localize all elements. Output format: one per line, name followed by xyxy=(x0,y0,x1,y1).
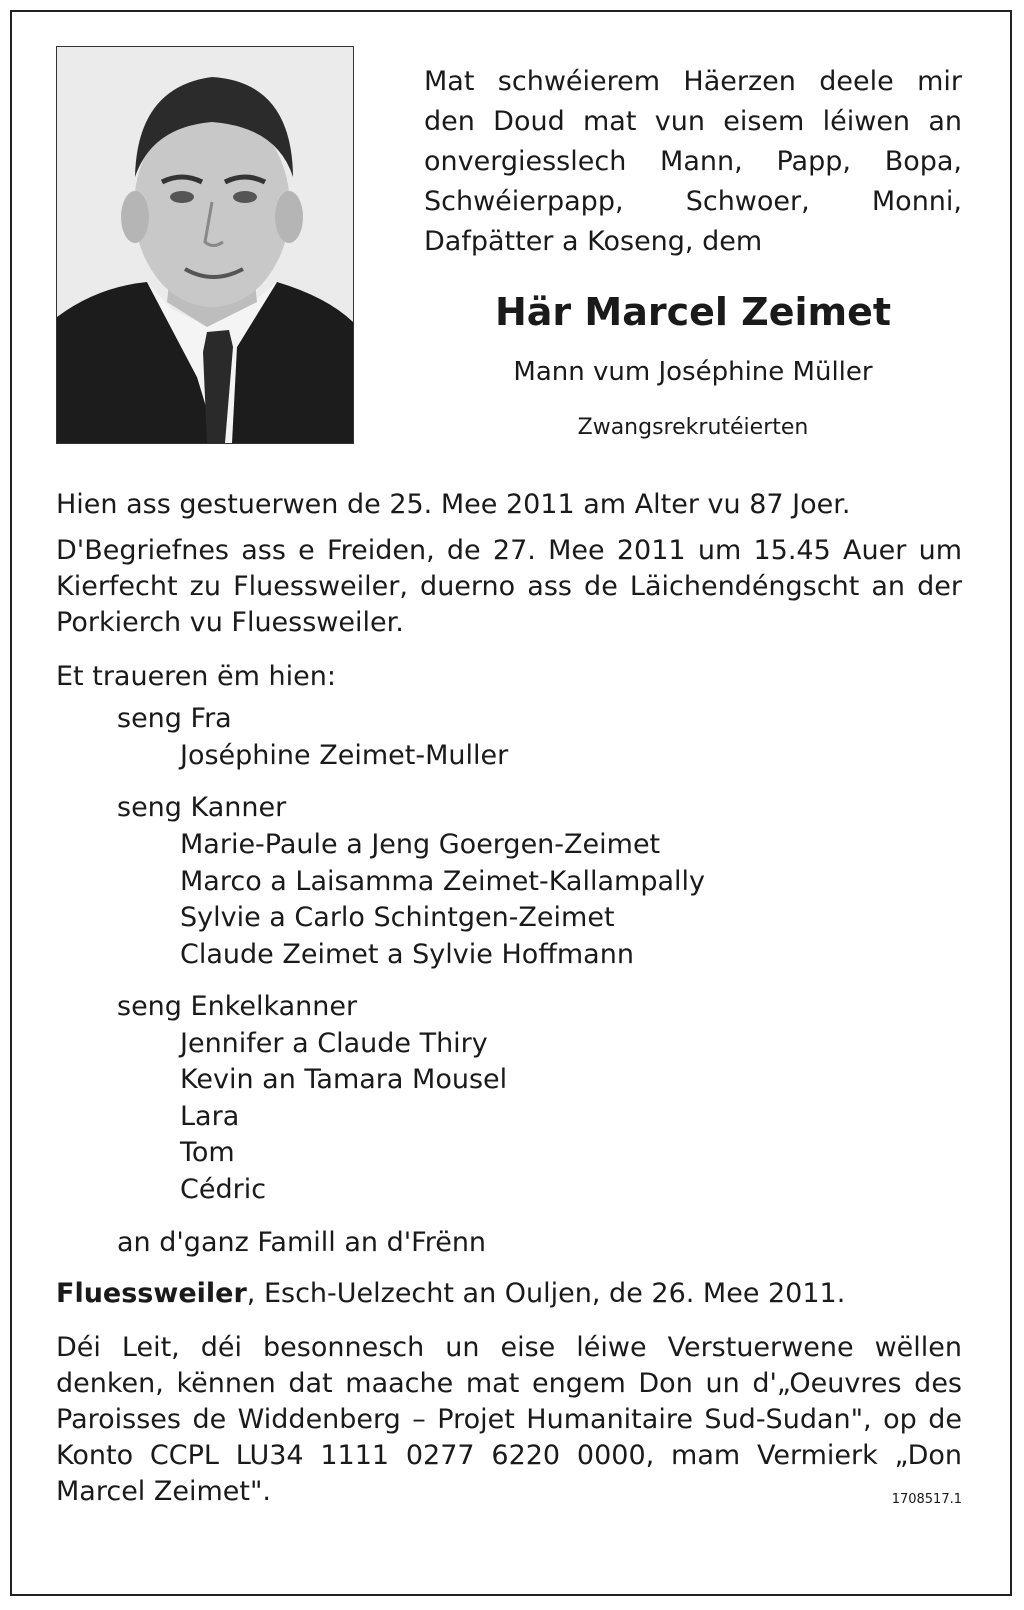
member-spouse: Joséphine Zeimet-Muller xyxy=(180,740,509,771)
role-spouse: seng Fra xyxy=(117,703,232,734)
status-line: Zwangsrekrutéierten xyxy=(577,415,809,440)
member-grandchild-2: Kevin an Tamara Mousel xyxy=(180,1064,508,1095)
funeral-notice: D'Begriefnes ass e Freiden, de 27. Mee 2011 um 15.45 Auer um Kierfecht zu Fluessweiler, duerno ass de Läichendéngscht an der Porkierch vu Fluessweiler. xyxy=(56,535,962,638)
member-child-3: Sylvie a Carlo Schintgen-Zeimet xyxy=(180,902,615,933)
role-grandchildren: seng Enkelkanner xyxy=(117,991,358,1022)
member-grandchild-1: Jennifer a Claude Thiry xyxy=(180,1028,488,1059)
death-notice: Hien ass gestuerwen de 25. Mee 2011 am Alter vu 87 Joer. xyxy=(56,489,851,520)
intro-text: Mat schwéierem Häerzen deele mir den Doud mat vun eisem léiwen an onvergiesslech Mann, Papp, Bopa, Schwéierpapp, Schwoer, Monni, Dafpätter a Koseng, dem xyxy=(424,66,962,257)
portrait-photo xyxy=(56,46,354,444)
member-child-1: Marie-Paule a Jeng Goergen-Zeimet xyxy=(180,829,661,860)
role-children: seng Kanner xyxy=(117,792,287,823)
member-grandchild-5: Cédric xyxy=(180,1174,267,1205)
reference-number: 1708517.1 xyxy=(891,1492,962,1507)
member-grandchild-4: Tom xyxy=(180,1137,235,1168)
closing-line: an d'ganz Famill an d'Frënn xyxy=(117,1227,487,1258)
member-grandchild-3: Lara xyxy=(180,1101,240,1132)
place-rest: , Esch-Uelzecht an Ouljen, de 26. Mee 2011. xyxy=(246,1278,846,1309)
mourners-intro: Et traueren ëm hien: xyxy=(56,661,336,692)
member-child-2: Marco a Laisamma Zeimet-Kallampally xyxy=(180,866,705,897)
spouse-line: Mann vum Joséphine Müller xyxy=(513,357,873,387)
place-date-line xyxy=(56,1276,962,1312)
place-town: Fluessweiler xyxy=(56,1278,247,1309)
member-child-4: Claude Zeimet a Sylvie Hoffmann xyxy=(180,939,634,970)
deceased-name: Här Marcel Zeimet xyxy=(494,290,892,334)
donation-note: Déi Leit, déi besonnesch un eise léiwe Verstuerwene wëllen denken, kënnen dat maache mat engem Don un d'„Oeuvres des Paroisses de Widdenberg – Projet Humanitaire Sud-Sudan", op de Konto CCPL LU34 1111 0277 6220 0000, mam Vermierk „Don Marcel Zeimet". xyxy=(56,1332,962,1507)
